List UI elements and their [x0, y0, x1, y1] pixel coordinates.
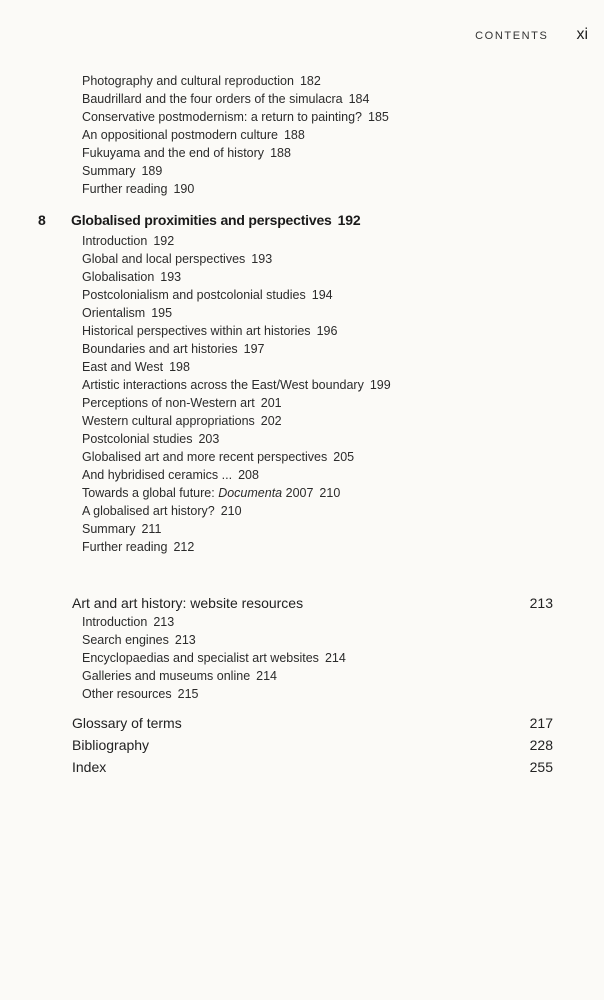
- toc-entry: And hybridised ceramics ... 208: [82, 468, 259, 482]
- toc-entry: An oppositional postmodern culture 188: [82, 128, 305, 142]
- toc-entry: Perceptions of non-Western art 201: [82, 396, 282, 410]
- toc-entry: Fukuyama and the end of history 188: [82, 146, 291, 160]
- toc-entry: Introduction 213: [82, 615, 175, 629]
- chapter-page: 192: [337, 212, 361, 228]
- chapter-heading: [38, 212, 360, 228]
- toc-entry: Encyclopaedias and specialist art websites 214: [82, 651, 346, 665]
- toc-entry: A globalised art history? 210: [82, 504, 242, 518]
- toc-entry: Postcolonialism and postcolonial studies 194: [82, 288, 333, 302]
- toc-entry: Further reading 212: [82, 540, 195, 554]
- toc-entry: Summary 189: [82, 164, 163, 178]
- toc-entry: Search engines 213: [82, 633, 196, 647]
- running-head: [475, 26, 588, 44]
- chapter-title: Globalised proximities and perspectives: [71, 212, 332, 228]
- toc-entry: Further reading 190: [82, 182, 195, 196]
- toc-entry: Boundaries and art histories 197: [82, 342, 265, 356]
- toc-entry: Globalised art and more recent perspectives 205: [82, 450, 355, 464]
- toc-entry: Photography and cultural reproduction 182: [82, 74, 321, 88]
- toc-entry: Other resources 215: [82, 687, 199, 701]
- toc-entry: Galleries and museums online 214: [82, 669, 277, 683]
- toc-entry: Conservative postmodernism: a return to painting? 185: [82, 110, 389, 124]
- toc-entry: Orientalism 195: [82, 306, 173, 320]
- running-head-label: CONTENTS: [475, 30, 549, 42]
- toc-entry: Globalisation 193: [82, 270, 182, 284]
- toc-major-entry: Index 255: [72, 759, 553, 775]
- toc-entry: East and West 198: [82, 360, 190, 374]
- running-head-page-number: xi: [576, 26, 588, 43]
- toc-major-entry: Glossary of terms 217: [72, 715, 553, 731]
- toc-entry: Postcolonial studies 203: [82, 432, 220, 446]
- toc-entry: Introduction 192: [82, 234, 175, 248]
- toc-entry: Towards a global future: Documenta 2007 210: [82, 486, 341, 500]
- toc-entry: Summary 211: [82, 522, 162, 536]
- toc-entry: Artistic interactions across the East/West boundary 199: [82, 378, 391, 392]
- toc-entry: Historical perspectives within art histories 196: [82, 324, 338, 338]
- toc-major-entry: Art and art history: website resources 213: [72, 595, 553, 611]
- chapter-number: 8: [38, 212, 46, 228]
- toc-entry: Global and local perspectives 193: [82, 252, 273, 266]
- toc-major-entry: Bibliography 228: [72, 737, 553, 753]
- toc-entry: Baudrillard and the four orders of the simulacra 184: [82, 92, 370, 106]
- toc-entry: Western cultural appropriations 202: [82, 414, 282, 428]
